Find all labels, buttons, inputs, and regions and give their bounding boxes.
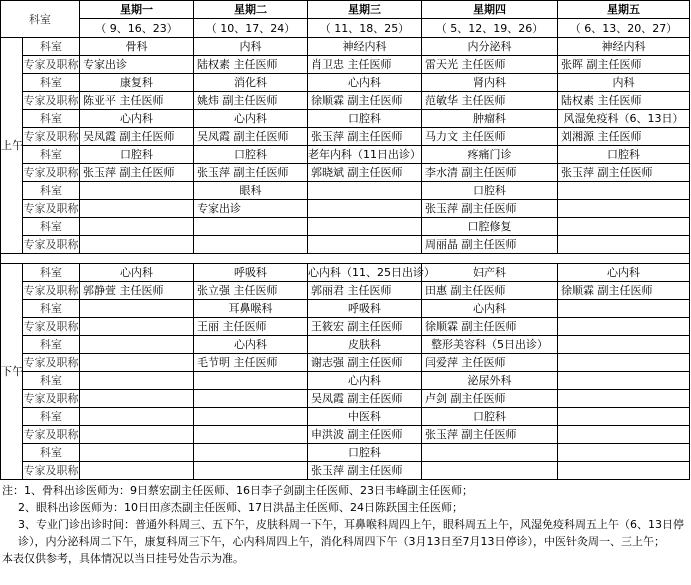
expert-label: 专家及职称 <box>23 318 80 336</box>
expert-cell: 吴凤霞 副主任医师 <box>194 128 308 146</box>
dept-cell: 肾内科 <box>422 74 558 92</box>
period-afternoon: 下午 <box>1 264 23 480</box>
dept-cell <box>194 372 308 390</box>
expert-cell: 郭丽君 主任医师 <box>308 282 422 300</box>
expert-cell <box>194 462 308 480</box>
expert-cell <box>422 462 558 480</box>
dept-cell: 呼吸科 <box>308 300 422 318</box>
expert-row <box>1 282 690 300</box>
dept-cell <box>80 336 194 354</box>
period-morning: 上午 <box>1 38 23 254</box>
dept-label: 科室 <box>23 336 80 354</box>
dept-label: 科室 <box>23 218 80 236</box>
dept-cell <box>558 336 690 354</box>
dept-label: 科室 <box>23 38 80 56</box>
dept-cell: 心内科 <box>422 300 558 318</box>
expert-cell: 马力文 主任医师 <box>422 128 558 146</box>
dept-cell: 整形美容科（5日出诊） <box>422 336 558 354</box>
dept-cell: 泌尿外科 <box>422 372 558 390</box>
expert-cell: 郭静萱 主任医师 <box>80 282 194 300</box>
expert-cell: 王筱宏 副主任医师 <box>308 318 422 336</box>
dept-cell: 口腔科 <box>422 408 558 426</box>
day-name: 星期三 <box>308 1 422 19</box>
expert-label: 专家及职称 <box>23 426 80 444</box>
dept-label: 科室 <box>23 182 80 200</box>
dept-cell: 心内科 <box>194 110 308 128</box>
expert-row <box>1 390 690 408</box>
expert-label: 专家及职称 <box>23 56 80 74</box>
expert-cell <box>558 354 690 372</box>
expert-cell: 田惠 副主任医师 <box>422 282 558 300</box>
dept-cell <box>558 408 690 426</box>
expert-cell: 吴凤霞 副主任医师 <box>80 128 194 146</box>
day-dates: （ 6、13、20、27） <box>558 19 690 38</box>
expert-cell: 姚炜 副主任医师 <box>194 92 308 110</box>
dept-cell <box>558 372 690 390</box>
dept-row <box>1 444 690 462</box>
expert-cell <box>80 318 194 336</box>
dept-cell: 神经内科 <box>558 38 690 56</box>
expert-row <box>1 92 690 110</box>
expert-row <box>1 426 690 444</box>
expert-cell <box>558 200 690 218</box>
notes-section <box>0 480 688 567</box>
expert-cell <box>558 318 690 336</box>
dept-row <box>1 408 690 426</box>
note-4: 本表仅供参考，具体情况以当日挂号处告示为准。 <box>2 552 244 565</box>
dept-label: 科室 <box>23 300 80 318</box>
expert-cell <box>558 426 690 444</box>
expert-cell: 张玉萍 副主任医师 <box>422 426 558 444</box>
expert-label: 专家及职称 <box>23 92 80 110</box>
expert-cell: 申洪波 副主任医师 <box>308 426 422 444</box>
dept-cell: 内分泌科 <box>422 38 558 56</box>
expert-cell: 谢志强 副主任医师 <box>308 354 422 372</box>
expert-cell <box>194 390 308 408</box>
dept-cell: 口腔科 <box>308 110 422 128</box>
expert-row <box>1 462 690 480</box>
expert-cell: 徐顺霖 副主任医师 <box>422 318 558 336</box>
dept-label: 科室 <box>23 74 80 92</box>
dept-cell: 皮肤科 <box>308 336 422 354</box>
schedule-body <box>1 1 690 480</box>
dept-cell <box>80 182 194 200</box>
expert-cell <box>80 462 194 480</box>
dept-label: 科室 <box>23 372 80 390</box>
expert-cell: 陈亚平 主任医师 <box>80 92 194 110</box>
expert-cell: 肖卫忠 主任医师 <box>308 56 422 74</box>
expert-row <box>1 200 690 218</box>
expert-cell: 陆权素 主任医师 <box>194 56 308 74</box>
dept-cell <box>80 218 194 236</box>
expert-cell <box>558 462 690 480</box>
day-name: 星期二 <box>194 1 308 19</box>
dept-cell: 口腔科 <box>308 444 422 462</box>
section-divider <box>1 254 690 264</box>
expert-cell: 郭晓斌 副主任医师 <box>308 164 422 182</box>
expert-cell <box>80 390 194 408</box>
note-1: 注：1、骨科出诊医师为：9日蔡宏副主任医师、16日李子剑副主任医师、23日韦峰副主任医师； <box>2 484 473 497</box>
expert-cell: 陆权素 主任医师 <box>558 92 690 110</box>
expert-cell: 张立强 主任医师 <box>194 282 308 300</box>
dept-cell <box>308 218 422 236</box>
expert-cell <box>80 200 194 218</box>
expert-row <box>1 318 690 336</box>
dept-cell <box>194 444 308 462</box>
dept-cell: 心内科（11、25日出诊） <box>308 264 422 282</box>
dept-cell <box>80 372 194 390</box>
expert-cell: 徐顺霖 副主任医师 <box>308 92 422 110</box>
expert-cell: 雷天光 主任医师 <box>422 56 558 74</box>
expert-label: 专家及职称 <box>23 354 80 372</box>
dept-cell: 呼吸科 <box>194 264 308 282</box>
expert-cell: 李水清 副主任医师 <box>422 164 558 182</box>
expert-cell <box>80 236 194 254</box>
day-name: 星期五 <box>558 1 690 19</box>
expert-cell: 王丽 主任医师 <box>194 318 308 336</box>
dept-label: 科室 <box>23 444 80 462</box>
dept-row <box>1 38 690 56</box>
dept-cell: 老年内科（11日出诊） <box>308 146 422 164</box>
expert-cell: 张晖 副主任医师 <box>558 56 690 74</box>
expert-cell <box>194 426 308 444</box>
dept-cell: 神经内科 <box>308 38 422 56</box>
expert-cell: 专家出诊 <box>194 200 308 218</box>
day-dates: （ 11、18、25） <box>308 19 422 38</box>
dept-cell: 风湿免疫科（6、13日） <box>558 110 690 128</box>
header-row-dates <box>1 19 690 38</box>
dept-cell: 耳鼻喉科 <box>194 300 308 318</box>
dept-label: 科室 <box>23 264 80 282</box>
expert-cell: 张玉萍 副主任医师 <box>308 128 422 146</box>
expert-cell <box>308 200 422 218</box>
dept-row <box>1 74 690 92</box>
dept-cell: 中医科 <box>308 408 422 426</box>
day-dates: （ 10、17、24） <box>194 19 308 38</box>
dept-cell: 心内科 <box>308 372 422 390</box>
dept-cell: 肿瘤科 <box>422 110 558 128</box>
dept-row <box>1 300 690 318</box>
expert-cell: 周丽晶 副主任医师 <box>422 236 558 254</box>
dept-cell: 心内科 <box>80 264 194 282</box>
dept-cell: 心内科 <box>80 110 194 128</box>
dept-cell: 眼科 <box>194 182 308 200</box>
dept-cell: 骨科 <box>80 38 194 56</box>
note-2: 2、眼科出诊医师为：10日田彦杰副主任医师、17日洪晶主任医师、24日陈跃国主任医师； <box>18 501 463 514</box>
dept-cell: 口腔科 <box>422 182 558 200</box>
dept-cell: 消化科 <box>194 74 308 92</box>
expert-cell: 闫爱萍 主任医师 <box>422 354 558 372</box>
dept-cell: 心内科 <box>194 336 308 354</box>
expert-cell <box>308 236 422 254</box>
expert-label: 专家及职称 <box>23 282 80 300</box>
expert-cell: 刘湘源 主任医师 <box>558 128 690 146</box>
dept-cell: 心内科 <box>308 74 422 92</box>
dept-row <box>1 264 690 282</box>
header-subject-label: 科室 <box>1 1 80 38</box>
expert-cell <box>80 354 194 372</box>
expert-label: 专家及职称 <box>23 462 80 480</box>
dept-label: 科室 <box>23 146 80 164</box>
expert-cell: 徐顺霖 副主任医师 <box>558 282 690 300</box>
expert-label: 专家及职称 <box>23 164 80 182</box>
dept-cell: 内科 <box>194 38 308 56</box>
day-name: 星期四 <box>422 1 558 19</box>
dept-row <box>1 372 690 390</box>
dept-cell: 口腔科 <box>80 146 194 164</box>
expert-row <box>1 164 690 182</box>
dept-label: 科室 <box>23 110 80 128</box>
dept-cell <box>80 444 194 462</box>
expert-row <box>1 354 690 372</box>
expert-cell: 专家出诊 <box>80 56 194 74</box>
expert-row <box>1 236 690 254</box>
dept-cell: 疼痛门诊 <box>422 146 558 164</box>
dept-row <box>1 182 690 200</box>
expert-row <box>1 128 690 146</box>
dept-label: 科室 <box>23 408 80 426</box>
expert-cell <box>80 426 194 444</box>
dept-cell: 康复科 <box>80 74 194 92</box>
expert-cell <box>558 236 690 254</box>
dept-row <box>1 110 690 128</box>
dept-row <box>1 218 690 236</box>
dept-cell: 口腔修复 <box>422 218 558 236</box>
dept-cell <box>194 408 308 426</box>
expert-label: 专家及职称 <box>23 236 80 254</box>
expert-cell: 张玉萍 副主任医师 <box>80 164 194 182</box>
divider-cell <box>1 254 690 264</box>
dept-cell <box>558 218 690 236</box>
dept-row <box>1 146 690 164</box>
note-3: 3、专业门诊出诊时间：普通外科周三、五下午，皮肤科周一下午，耳鼻喉科周四上午，眼科周五上午，风湿免疫科周五上午（6、13日停诊），内分泌科周二下午，康复科周三下午，心内科周四上午，消化科周四下午（3月13日至7月13日停诊），中医针灸周一、三上午； <box>18 518 684 548</box>
expert-cell: 卢剑 副主任医师 <box>422 390 558 408</box>
expert-cell: 张玉萍 副主任医师 <box>308 462 422 480</box>
dept-cell <box>558 300 690 318</box>
dept-cell <box>308 182 422 200</box>
dept-cell <box>194 218 308 236</box>
expert-label: 专家及职称 <box>23 128 80 146</box>
dept-cell <box>558 444 690 462</box>
day-dates: （ 5、12、19、26） <box>422 19 558 38</box>
expert-cell: 毛节明 主任医师 <box>194 354 308 372</box>
expert-cell <box>194 236 308 254</box>
dept-cell: 口腔科 <box>558 146 690 164</box>
expert-label: 专家及职称 <box>23 200 80 218</box>
day-name: 星期一 <box>80 1 194 19</box>
expert-row <box>1 56 690 74</box>
dept-row <box>1 336 690 354</box>
expert-label: 专家及职称 <box>23 390 80 408</box>
expert-cell <box>558 390 690 408</box>
dept-cell <box>80 300 194 318</box>
dept-cell: 内科 <box>558 74 690 92</box>
header-row-days <box>1 1 690 19</box>
dept-cell <box>422 444 558 462</box>
day-dates: （ 9、16、23） <box>80 19 194 38</box>
expert-cell: 张玉萍 副主任医师 <box>422 200 558 218</box>
dept-cell: 心内科 <box>558 264 690 282</box>
expert-cell: 范敏华 主任医师 <box>422 92 558 110</box>
dept-cell: 妇产科 <box>422 264 558 282</box>
expert-cell: 张玉萍 副主任医师 <box>194 164 308 182</box>
expert-cell: 张玉萍 副主任医师 <box>558 164 690 182</box>
dept-cell <box>558 182 690 200</box>
dept-cell: 口腔科 <box>194 146 308 164</box>
expert-cell: 吴凤霞 副主任医师 <box>308 390 422 408</box>
dept-cell <box>80 408 194 426</box>
